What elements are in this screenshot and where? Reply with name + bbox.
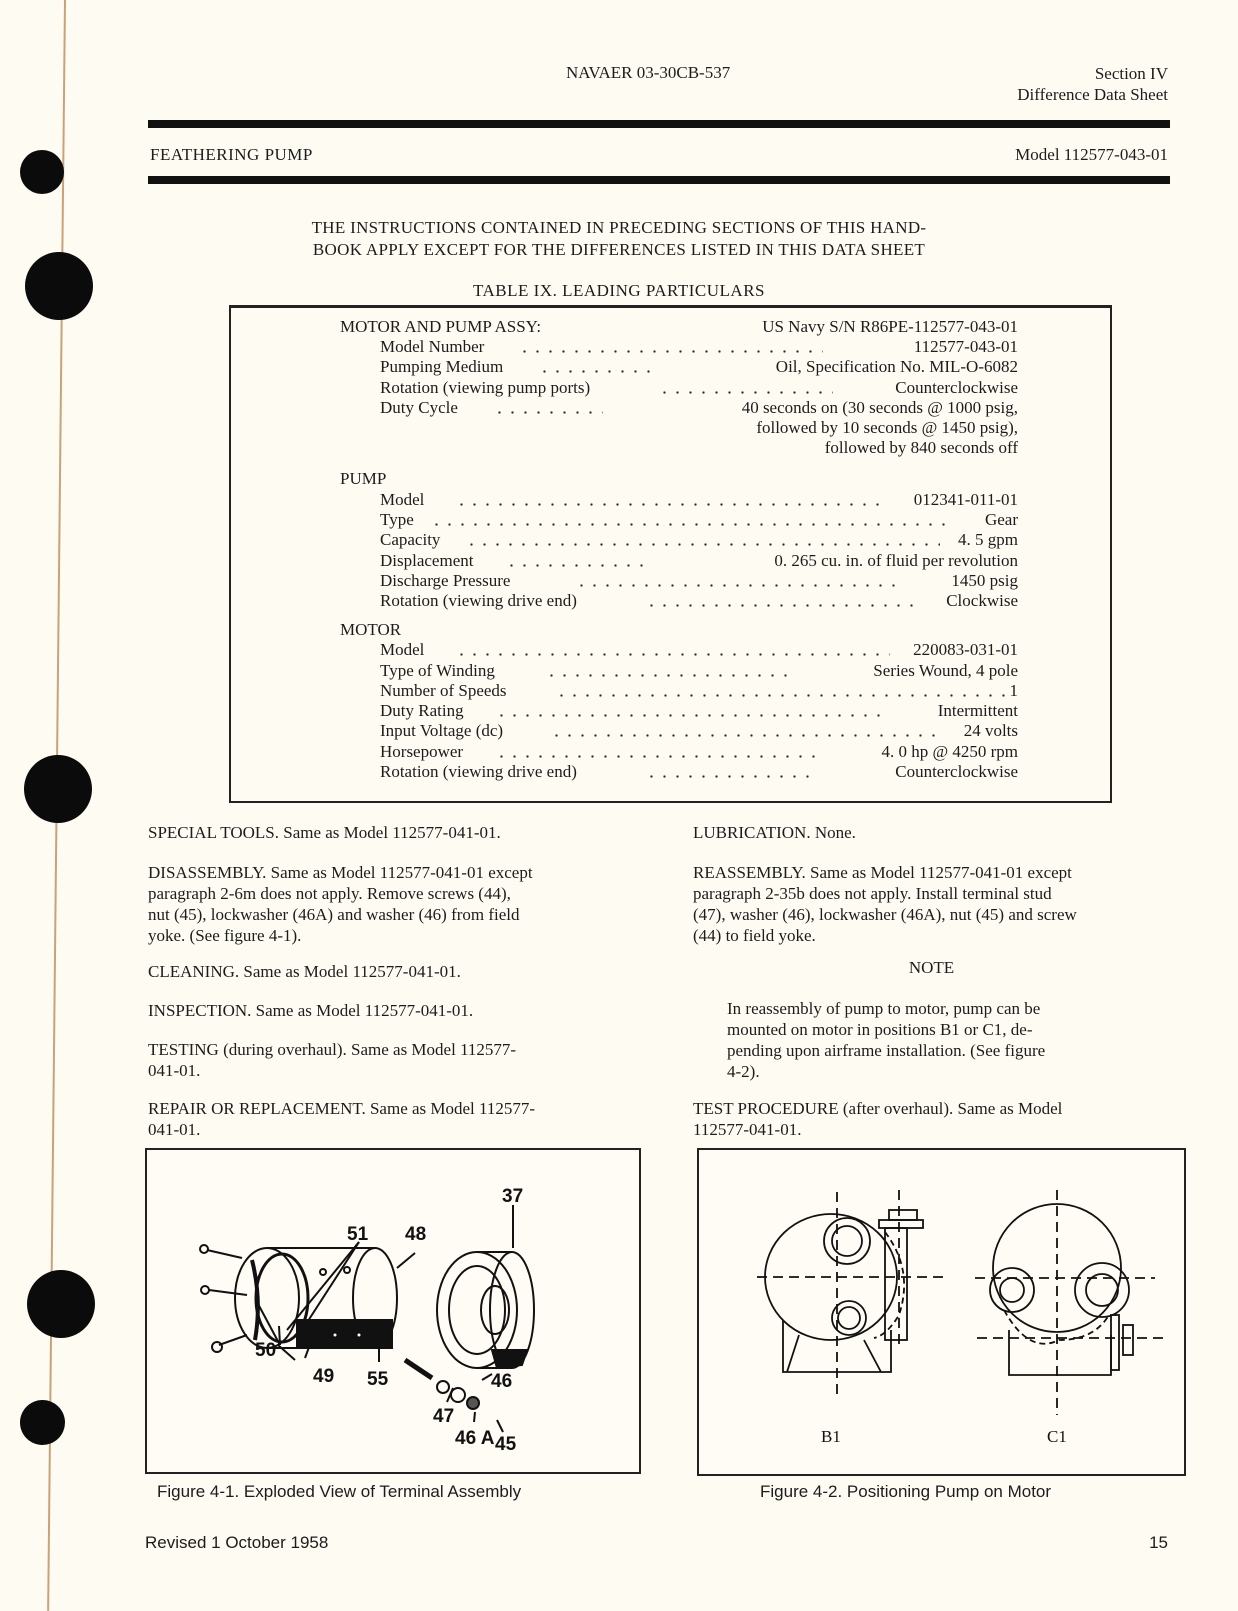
row-label: Discharge Pressure xyxy=(380,571,511,590)
row-value: 24 volts xyxy=(963,721,1018,740)
pump-position-diagram xyxy=(699,1150,1184,1474)
table-row xyxy=(380,700,1018,721)
leader-dots xyxy=(495,755,815,758)
paragraph-disassembly xyxy=(148,862,641,946)
text-line: TESTING (during overhaul). Same as Model 112577- xyxy=(148,1040,517,1059)
paragraph-cleaning: CLEANING. Same as Model 112577-041-01. xyxy=(148,962,461,981)
leader-dots xyxy=(645,604,920,607)
text-line: nut (45), lockwasher (46A) and washer (46) from field xyxy=(148,905,520,924)
leader-dots xyxy=(495,714,880,717)
row-label: Type of Winding xyxy=(380,661,495,680)
row-label: Rotation (viewing drive end) xyxy=(380,591,577,610)
paragraph-lubrication: LUBRICATION. None. xyxy=(693,823,856,842)
punch-hole xyxy=(20,1400,65,1445)
text-line: TEST PROCEDURE (after overhaul). Same as Model xyxy=(693,1099,1063,1118)
leader-dots xyxy=(645,775,815,778)
table-row xyxy=(380,720,1018,741)
paragraph-repair xyxy=(148,1098,641,1140)
row-label: PUMP xyxy=(340,469,387,488)
revision-date: Revised 1 October 1958 xyxy=(145,1533,329,1552)
row-value: 4. 5 gpm xyxy=(958,530,1018,549)
leader-dots xyxy=(545,674,795,677)
callout-48: 48 xyxy=(405,1224,427,1245)
leader-dots xyxy=(575,584,905,587)
table-title: TABLE IX. LEADING PARTICULARS xyxy=(473,281,765,300)
position-label-c1: C1 xyxy=(1047,1427,1067,1446)
document-number: NAVAER 03-30CB-537 xyxy=(566,63,731,82)
row-value: 1 xyxy=(1009,681,1018,700)
table-row xyxy=(380,741,1018,762)
row-value: Gear xyxy=(984,510,1018,529)
callout-51: 51 xyxy=(347,1224,369,1245)
table-row-continued xyxy=(380,417,1018,438)
text-line: paragraph 2-6m does not apply. Remove screws (44), xyxy=(148,884,511,903)
figure-4-2-caption: Figure 4-2. Positioning Pump on Motor xyxy=(760,1482,1052,1501)
callout-46a: 46 A xyxy=(455,1428,495,1449)
row-label: MOTOR xyxy=(340,620,402,639)
row-value: 112577-043-01 xyxy=(913,337,1018,356)
note-body xyxy=(727,998,1137,1082)
table-row xyxy=(380,680,1018,701)
text-line: REASSEMBLY. Same as Model 112577-041-01 except xyxy=(693,863,1072,882)
callout-46: 46 xyxy=(491,1371,513,1392)
table-row xyxy=(380,377,1018,398)
row-value: US Navy S/N R86PE-112577-043-01 xyxy=(762,317,1018,336)
row-value: Counterclockwise xyxy=(895,762,1018,781)
row-label: Number of Speeds xyxy=(380,681,507,700)
table-row xyxy=(380,397,1018,418)
header-rule xyxy=(148,176,1170,184)
text-line: 041-01. xyxy=(148,1120,201,1139)
row-label: MOTOR AND PUMP ASSY: xyxy=(340,317,542,336)
leader-dots xyxy=(465,543,940,546)
callout-45: 45 xyxy=(495,1434,517,1455)
intro-statement xyxy=(0,217,1238,261)
paragraph-special-tools: SPECIAL TOOLS. Same as Model 112577-041-01. xyxy=(148,823,501,842)
intro-line: BOOK APPLY EXCEPT FOR THE DIFFERENCES LISTED IN THIS DATA SHEET xyxy=(312,240,926,259)
leader-dots xyxy=(430,523,950,526)
row-label: Pumping Medium xyxy=(380,357,504,376)
text-line: 112577-041-01. xyxy=(693,1120,802,1139)
punch-hole xyxy=(20,150,64,194)
section-label: Section IV xyxy=(1094,64,1168,83)
row-label: Capacity xyxy=(380,530,441,549)
table-row xyxy=(380,550,1018,571)
header-rule xyxy=(148,120,1170,128)
row-label: Rotation (viewing drive end) xyxy=(380,762,577,781)
table-row xyxy=(380,509,1018,530)
table-row xyxy=(380,489,1018,510)
row-value: Counterclockwise xyxy=(895,378,1018,397)
text-line: In reassembly of pump to motor, pump can be xyxy=(727,999,1041,1018)
row-label: Type xyxy=(380,510,414,529)
text-line: paragraph 2-35b does not apply. Install terminal stud xyxy=(693,884,1052,903)
table-row xyxy=(380,590,1018,611)
row-label: Model xyxy=(380,640,425,659)
table-section-heading xyxy=(340,468,1018,489)
table-row xyxy=(380,761,1018,782)
row-label: Rotation (viewing pump ports) xyxy=(380,378,591,397)
row-value: Intermittent xyxy=(937,701,1018,720)
callout-55: 55 xyxy=(367,1369,389,1390)
row-value: 220083-031-01 xyxy=(913,640,1018,659)
note-heading: NOTE xyxy=(908,958,955,977)
row-value: Series Wound, 4 pole xyxy=(873,661,1018,680)
paragraph-inspection: INSPECTION. Same as Model 112577-041-01. xyxy=(148,1001,474,1020)
intro-line: THE INSTRUCTIONS CONTAINED IN PRECEDING SECTIONS OF THIS HAND- xyxy=(311,218,927,237)
text-line: DISASSEMBLY. Same as Model 112577-041-01 except xyxy=(148,863,533,882)
table-row xyxy=(380,660,1018,681)
subject-title: FEATHERING PUMP xyxy=(150,145,313,164)
figure-4-1-caption: Figure 4-1. Exploded View of Terminal Assembly xyxy=(157,1482,522,1501)
table-section-heading xyxy=(340,316,1018,337)
leader-dots xyxy=(658,391,833,394)
table-row xyxy=(380,356,1018,377)
row-label: Model xyxy=(380,490,425,509)
row-value: 1450 psig xyxy=(951,571,1018,590)
text-line: yoke. (See figure 4-1). xyxy=(148,926,302,945)
position-label-b1: B1 xyxy=(821,1427,841,1446)
row-label: Model Number xyxy=(380,337,485,356)
callout-50: 50 xyxy=(255,1340,277,1361)
exploded-terminal-assembly-illustration xyxy=(147,1150,639,1472)
leader-dots xyxy=(505,564,650,567)
leader-dots xyxy=(493,411,603,414)
row-value: followed by 840 seconds off xyxy=(824,438,1018,457)
text-line: mounted on motor in positions B1 or C1, de- xyxy=(727,1020,1033,1039)
paragraph-testing xyxy=(148,1039,641,1081)
leader-dots xyxy=(455,503,885,506)
row-value: Oil, Specification No. MIL-O-6082 xyxy=(775,357,1018,376)
leader-dots xyxy=(538,370,653,373)
row-value: 012341-011-01 xyxy=(913,490,1018,509)
section-heading xyxy=(1017,63,1168,105)
row-value: 40 seconds on (30 seconds @ 1000 psig, xyxy=(741,398,1018,417)
text-line: (47), washer (46), lockwasher (46A), nut (45) and screw xyxy=(693,905,1077,924)
row-label: Displacement xyxy=(380,551,474,570)
text-line: 041-01. xyxy=(148,1061,201,1080)
punch-hole xyxy=(27,1270,95,1338)
row-label: Horsepower xyxy=(380,742,464,761)
row-value: 0. 265 cu. in. of fluid per revolution xyxy=(774,551,1018,570)
callout-47: 47 xyxy=(433,1406,455,1427)
paragraph-test-procedure xyxy=(693,1098,1170,1140)
table-row xyxy=(380,639,1018,660)
row-value: followed by 10 seconds @ 1450 psig), xyxy=(756,418,1018,437)
leader-dots xyxy=(455,653,890,656)
model-heading: Model 112577-043-01 xyxy=(1015,145,1168,164)
paragraph-reassembly xyxy=(693,862,1170,946)
row-value: Clockwise xyxy=(946,591,1018,610)
row-value: 4. 0 hp @ 4250 rpm xyxy=(881,742,1018,761)
text-line: 4-2). xyxy=(727,1062,760,1081)
row-label: Duty Cycle xyxy=(380,398,458,417)
page-number: 15 xyxy=(1149,1533,1168,1552)
section-subtitle: Difference Data Sheet xyxy=(1017,85,1168,104)
leader-dots xyxy=(518,350,823,353)
text-line: (44) to field yoke. xyxy=(693,926,816,945)
text-line: REPAIR OR REPLACEMENT. Same as Model 112577- xyxy=(148,1099,536,1118)
callout-37: 37 xyxy=(502,1186,524,1207)
callout-49: 49 xyxy=(313,1366,335,1387)
row-label: Input Voltage (dc) xyxy=(380,721,504,740)
figure-4-2-pump-positions xyxy=(697,1148,1186,1476)
table-row xyxy=(380,336,1018,357)
text-line: pending upon airframe installation. (See figure xyxy=(727,1041,1046,1060)
row-label: Duty Rating xyxy=(380,701,464,720)
table-row-continued xyxy=(380,437,1018,458)
table-row xyxy=(380,570,1018,591)
table-section-heading xyxy=(340,619,1018,640)
figure-4-1-exploded-view xyxy=(145,1148,641,1474)
leader-dots xyxy=(555,694,1005,697)
leader-dots xyxy=(550,734,935,737)
punch-hole xyxy=(24,755,92,823)
table-row xyxy=(380,529,1018,550)
